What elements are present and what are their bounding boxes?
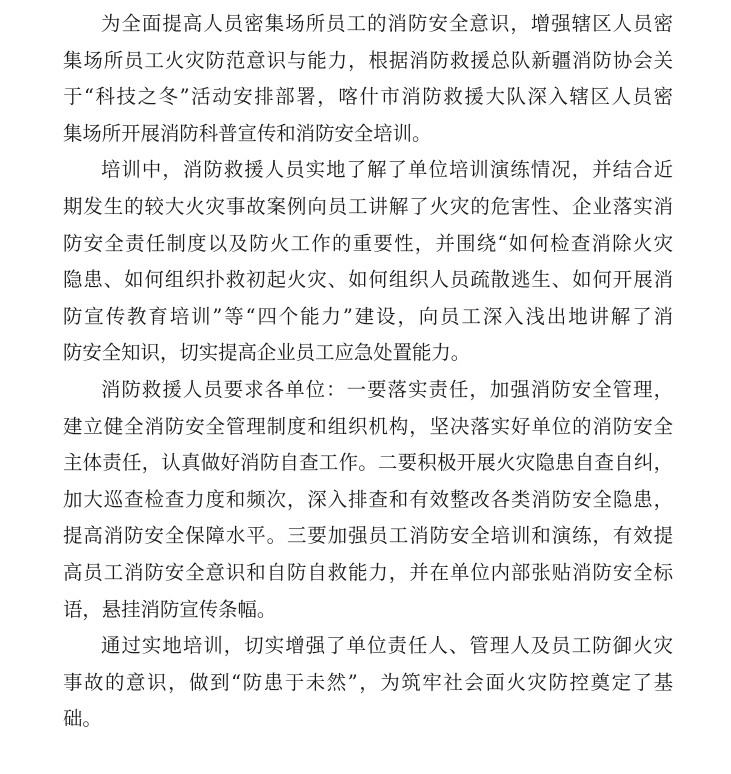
text-line: 高员工消防安全意识和自防自救能力，并在单位内部张贴消防安全标 [63, 560, 673, 584]
text-line: 消防救援人员要求各单位：一要落实责任，加强消防安全管理， [101, 377, 673, 401]
text-line: 集场所开展消防科普宣传和消防安全培训。 [63, 121, 432, 145]
text-line: 提高消防安全保障水平。三要加强员工消防安全培训和演练，有效提 [63, 524, 673, 548]
text-line: 础。 [63, 707, 102, 731]
text-line: 集场所员工火灾防范意识与能力，根据消防救援总队新疆消防协会关 [63, 48, 673, 72]
text-line: 主体责任，认真做好消防自查工作。二要积极开展火灾隐患自查自纠， [63, 451, 673, 475]
text-line: 防安全责任制度以及防火工作的重要性，并围绕“如何检查消除火灾 [63, 231, 673, 255]
text-line: 于“科技之冬”活动安排部署，喀什市消防救援大队深入辖区人员密 [63, 85, 673, 109]
document-body [63, 6, 673, 738]
text-line: 通过实地培训，切实增强了单位责任人、管理人及员工防御火灾 [101, 634, 673, 658]
text-line: 防宣传教育培训”等“四个能力”建设，向员工深入浅出地讲解了消 [63, 304, 673, 328]
text-line: 语，悬挂消防宣传条幅。 [63, 597, 277, 621]
paragraph-2 [63, 152, 673, 372]
text-line: 建立健全消防安全管理制度和组织机构，坚决落实好单位的消防安全 [63, 414, 673, 438]
paragraph-3 [63, 372, 673, 628]
paragraph-1 [63, 6, 673, 152]
paragraph-4 [63, 628, 673, 738]
text-line: 为全面提高人员密集场所员工的消防安全意识，增强辖区人员密 [101, 12, 673, 35]
text-line: 隐患、如何组织扑救初起火灾、如何组织人员疏散逃生、如何开展消 [63, 268, 673, 292]
text-line: 事故的意识，做到“防患于未然”，为筑牢社会面火灾防控奠定了基 [63, 670, 673, 694]
text-line: 防安全知识，切实提高企业员工应急处置能力。 [63, 341, 471, 365]
text-line: 加大巡查检查力度和频次，深入排查和有效整改各类消防安全隐患， [63, 487, 673, 511]
text-line: 培训中，消防救援人员实地了解了单位培训演练情况，并结合近 [101, 158, 673, 182]
text-line: 期发生的较大火灾事故案例向员工讲解了火灾的危害性、企业落实消 [63, 194, 673, 218]
